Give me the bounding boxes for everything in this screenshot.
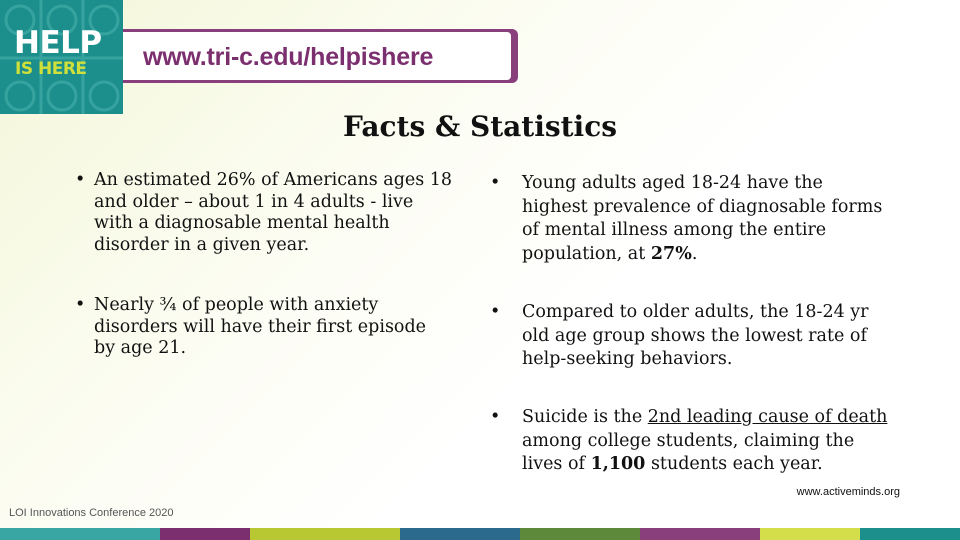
- bullet-line: highest prevalence of diagnosable forms: [522, 196, 883, 217]
- bullet-line: lives of 1,100 students each year.: [522, 454, 823, 474]
- bullet-text: [522, 406, 887, 477]
- bullet-line: Suicide is the 2nd leading cause of death: [522, 407, 888, 427]
- bullet-line: Young adults aged 18-24 have the: [522, 173, 823, 193]
- bullet-icon: •: [75, 170, 86, 190]
- stripe-segment: [760, 528, 860, 540]
- footer-color-stripe: [0, 528, 960, 540]
- right-bullet-3: [490, 406, 920, 478]
- stripe-segment: [250, 528, 400, 540]
- bullet-line: Nearly ¾ of people with anxiety: [94, 295, 379, 315]
- bullet-icon: •: [490, 302, 501, 322]
- bullet-line: of mental illness among the entire: [522, 220, 827, 240]
- logo-is-here-text: IS HERE: [15, 59, 87, 79]
- bullet-text: [94, 295, 426, 360]
- stripe-segment: [160, 528, 250, 540]
- bullet-line: by age 21.: [94, 338, 187, 358]
- underlined-phrase: 2nd leading cause of death: [647, 407, 888, 427]
- url-banner-inner: [123, 32, 511, 80]
- url-banner: [123, 29, 518, 83]
- stripe-segment: [400, 528, 520, 540]
- slide-title: Facts & Statistics: [342, 110, 618, 143]
- help-is-here-logo: [0, 0, 123, 114]
- bullet-line: and older – about 1 in 4 adults - live: [94, 191, 414, 212]
- stripe-segment: [860, 528, 960, 540]
- bullet-text: [94, 170, 452, 256]
- logo-help-text: HELP: [14, 25, 102, 61]
- bullet-line: Compared to older adults, the 18-24 yr: [522, 302, 869, 322]
- bullet-line: population, at 27%.: [522, 243, 698, 264]
- stat-highlight: 1,100: [590, 454, 646, 474]
- bullet-line: disorders will have their first episode: [94, 316, 427, 337]
- url-link[interactable]: www.tri-c.edu/helpishere: [143, 43, 434, 71]
- bullet-line: old age group shows the lowest rate of: [522, 325, 867, 346]
- bullet-icon: •: [75, 295, 86, 315]
- bullet-text: [522, 301, 869, 372]
- bullet-line: An estimated 26% of Americans ages 18: [94, 170, 453, 190]
- source-citation: www.activeminds.org: [796, 486, 900, 498]
- bullet-line: with a diagnosable mental health: [94, 213, 390, 233]
- footer-text: LOI Innovations Conference 2020: [9, 507, 174, 519]
- stat-highlight: 27%: [650, 243, 692, 264]
- bullet-icon: •: [490, 407, 501, 427]
- right-bullet-1: [490, 172, 920, 272]
- bullet-line: disorder in a given year.: [94, 234, 310, 255]
- left-bullet-1: [75, 170, 480, 260]
- bullet-icon: •: [490, 173, 501, 193]
- stripe-segment: [640, 528, 760, 540]
- stripe-segment: [0, 528, 160, 540]
- bullet-line: help-seeking behaviors.: [522, 349, 733, 369]
- bullet-line: among college students, claiming the: [522, 430, 855, 451]
- stripe-segment: [520, 528, 640, 540]
- right-bullet-2: [490, 301, 920, 373]
- left-bullet-2: [75, 295, 480, 365]
- bullet-text: [522, 172, 882, 266]
